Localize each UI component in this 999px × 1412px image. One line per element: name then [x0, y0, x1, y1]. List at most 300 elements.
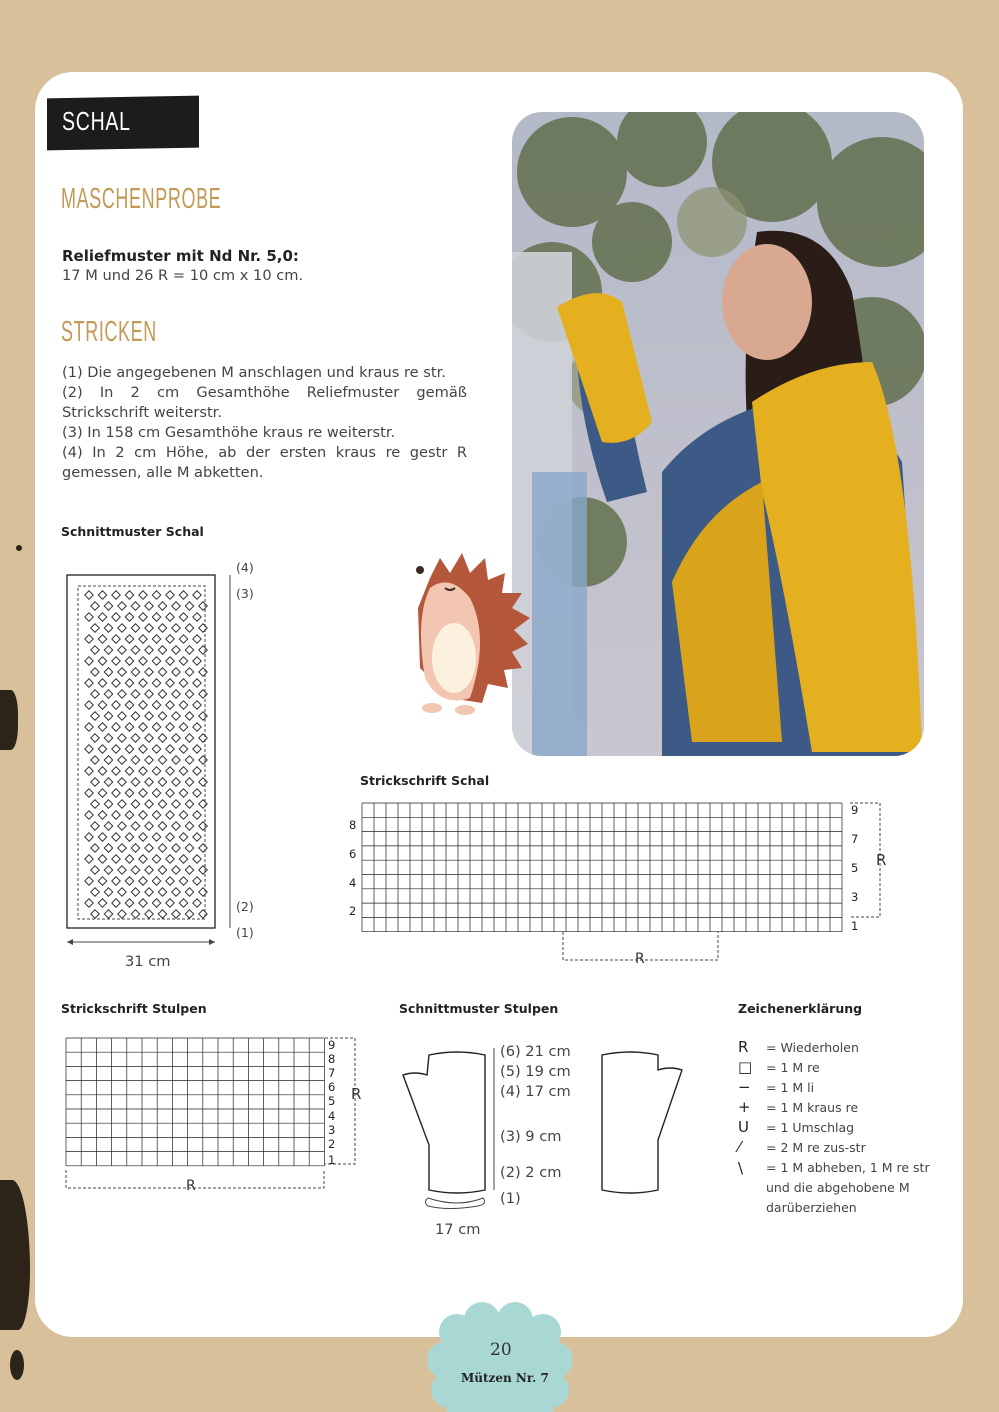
pattern-diamond	[125, 635, 133, 643]
pattern-diamond	[91, 690, 99, 698]
pattern-diamond	[185, 778, 193, 786]
pattern-diamond	[152, 877, 160, 885]
pattern-diamond	[199, 712, 207, 720]
pattern-diamond	[112, 679, 120, 687]
pattern-diamond	[112, 591, 120, 599]
pattern-diamond	[179, 767, 187, 775]
pattern-diamond	[166, 855, 174, 863]
pattern-diamond	[104, 866, 112, 874]
pattern-diamond	[98, 745, 106, 753]
legend-symbol: +	[738, 1098, 751, 1116]
cuff-label-6: (6) 21 cm	[500, 1043, 571, 1060]
pattern-diamond	[158, 756, 166, 764]
pattern-diamond	[179, 591, 187, 599]
pattern-diamond	[125, 613, 133, 621]
pattern-diamond	[131, 866, 139, 874]
knit-step: (1) Die angegebenen M anschlagen und kraus re str.	[62, 364, 446, 381]
pattern-diamond	[145, 844, 153, 852]
pattern-diamond	[152, 811, 160, 819]
pattern-diamond	[85, 855, 93, 863]
pattern-diamond	[85, 723, 93, 731]
pattern-diamond	[104, 910, 112, 918]
pattern-diamond	[185, 910, 193, 918]
pattern-diamond	[145, 756, 153, 764]
pattern-diamond	[131, 756, 139, 764]
pattern-diamond	[199, 668, 207, 676]
legend-item	[738, 1058, 820, 1076]
pattern-diamond	[85, 591, 93, 599]
pattern-diamond	[118, 822, 126, 830]
scarf-row-label: 4	[349, 876, 357, 890]
pattern-diamond	[98, 701, 106, 709]
cuff-width-label: 17 cm	[435, 1221, 481, 1238]
scarf-width-label: 31 cm	[125, 953, 171, 970]
pattern-diamond	[112, 767, 120, 775]
cuff-row-label: 3	[328, 1123, 336, 1137]
pattern-diamond	[125, 679, 133, 687]
pattern-diamond	[185, 888, 193, 896]
page-number: 20	[490, 1340, 512, 1360]
pattern-diamond	[118, 866, 126, 874]
scarf-row-label: 8	[349, 818, 357, 832]
pattern-diamond	[185, 646, 193, 654]
gauge-heading: MASCHENPROBE	[61, 183, 222, 215]
legend-symbol: −	[738, 1078, 751, 1096]
pattern-diamond	[118, 668, 126, 676]
pattern-diamond	[179, 811, 187, 819]
pattern-diamond	[199, 888, 207, 896]
pattern-diamond	[172, 822, 180, 830]
pattern-diamond	[145, 734, 153, 742]
pattern-diamond	[158, 602, 166, 610]
pattern-diamond	[91, 624, 99, 632]
pattern-diamond	[145, 690, 153, 698]
pattern-diamond	[152, 899, 160, 907]
pattern-diamond	[193, 723, 201, 731]
pattern-diamond	[166, 811, 174, 819]
pattern-diamond	[158, 668, 166, 676]
pattern-diamond	[125, 723, 133, 731]
cuff-chart-title: Strickschrift Stulpen	[61, 1001, 207, 1016]
legend-text: = Wiederholen	[766, 1040, 859, 1055]
pattern-diamond	[193, 591, 201, 599]
cuff-label-1: (1)	[500, 1190, 521, 1207]
scarf-pattern-title: Schnittmuster Schal	[61, 524, 204, 539]
knit-steps	[62, 363, 467, 483]
pattern-diamond	[145, 602, 153, 610]
pattern-diamond	[112, 723, 120, 731]
scarf-row-label: 1	[851, 919, 859, 933]
pattern-diamond	[85, 833, 93, 841]
pattern-diamond	[98, 723, 106, 731]
pattern-diamond	[199, 602, 207, 610]
pattern-diamond	[179, 723, 187, 731]
pattern-diamond	[139, 701, 147, 709]
legend-text: = 1 M re	[766, 1060, 820, 1075]
pattern-diamond	[172, 888, 180, 896]
pattern-diamond	[179, 745, 187, 753]
pattern-diamond	[199, 624, 207, 632]
pattern-diamond	[85, 767, 93, 775]
legend-item	[738, 1098, 858, 1116]
pattern-diamond	[185, 668, 193, 676]
pattern-diamond	[158, 778, 166, 786]
pattern-diamond	[193, 745, 201, 753]
pattern-diamond	[131, 668, 139, 676]
scarf-row-label: 7	[851, 832, 859, 846]
legend-text: = 1 Umschlag	[766, 1120, 855, 1135]
pattern-diamond	[193, 613, 201, 621]
pattern-diamond	[166, 877, 174, 885]
pattern-diamond	[112, 855, 120, 863]
pattern-diamond	[152, 679, 160, 687]
pattern-diamond	[145, 866, 153, 874]
pattern-diamond	[158, 888, 166, 896]
pattern-diamond	[172, 734, 180, 742]
pattern-diamond	[145, 910, 153, 918]
pattern-diamond	[112, 635, 120, 643]
pattern-diamond	[85, 899, 93, 907]
pattern-diamond	[139, 613, 147, 621]
legend-text: = 1 M abheben, 1 M re str und die abgehobene M darüberziehen	[766, 1160, 930, 1215]
pattern-diamond	[118, 778, 126, 786]
legend-symbol: \	[738, 1159, 744, 1177]
pattern-diamond	[85, 877, 93, 885]
ink-splatter	[10, 1350, 24, 1380]
pattern-diamond	[98, 855, 106, 863]
pattern-diamond	[125, 745, 133, 753]
pattern-diamond	[98, 877, 106, 885]
pattern-diamond	[185, 866, 193, 874]
pattern-diamond	[131, 602, 139, 610]
pattern-diamond	[199, 734, 207, 742]
pattern-diamond	[193, 679, 201, 687]
pattern-diamond	[145, 712, 153, 720]
legend-text: = 1 M li	[766, 1080, 815, 1095]
pattern-diamond	[91, 602, 99, 610]
legend-item	[738, 1078, 814, 1096]
pattern-diamond	[131, 844, 139, 852]
pattern-diamond	[145, 778, 153, 786]
pattern-diamond	[166, 657, 174, 665]
pattern-diamond	[98, 591, 106, 599]
legend-symbol: U	[738, 1118, 749, 1136]
pattern-diamond	[172, 624, 180, 632]
pattern-diamond	[179, 657, 187, 665]
pattern-diamond	[139, 635, 147, 643]
pattern-diamond	[131, 800, 139, 808]
pattern-diamond	[199, 822, 207, 830]
pattern-diamond	[172, 602, 180, 610]
pattern-diamond	[91, 910, 99, 918]
pattern-diamond	[91, 778, 99, 786]
pattern-diamond	[166, 745, 174, 753]
pattern-diamond	[91, 756, 99, 764]
knit-step: (4) In 2 cm Höhe, ab der ersten kraus re gestr R gemessen, alle M abketten.	[62, 444, 467, 481]
pattern-diamond	[193, 635, 201, 643]
cuff-label-4: (4) 17 cm	[500, 1083, 571, 1100]
pattern-diamond	[118, 910, 126, 918]
pattern-diamond	[145, 822, 153, 830]
ink-dot	[16, 545, 22, 551]
legend-item	[738, 1158, 953, 1218]
pattern-diamond	[118, 800, 126, 808]
pattern-diamond	[139, 789, 147, 797]
legend-item	[738, 1038, 859, 1056]
pattern-diamond	[179, 701, 187, 709]
pattern-diamond	[158, 844, 166, 852]
pattern-diamond	[172, 778, 180, 786]
pattern-diamond	[185, 690, 193, 698]
pattern-diamond	[185, 844, 193, 852]
pattern-diamond	[145, 624, 153, 632]
cuff-row-label: 4	[328, 1109, 336, 1123]
scarf-marker-4: (4)	[236, 560, 254, 575]
pattern-diamond	[185, 800, 193, 808]
pattern-diamond	[139, 591, 147, 599]
photo-illustration	[512, 112, 924, 756]
pattern-diamond	[158, 646, 166, 654]
pattern-diamond	[193, 811, 201, 819]
pattern-diamond	[139, 723, 147, 731]
pattern-diamond	[104, 668, 112, 676]
pattern-diamond	[98, 899, 106, 907]
pattern-diamond	[158, 800, 166, 808]
pattern-diamond	[158, 624, 166, 632]
pattern-diamond	[85, 811, 93, 819]
pattern-diamond	[118, 646, 126, 654]
pattern-diamond	[98, 833, 106, 841]
legend-title: Zeichenerklärung	[738, 1001, 863, 1016]
pattern-diamond	[193, 701, 201, 709]
pattern-diamond	[125, 811, 133, 819]
pattern-diamond	[172, 646, 180, 654]
pattern-diamond	[158, 690, 166, 698]
pattern-diamond	[166, 899, 174, 907]
pattern-diamond	[199, 690, 207, 698]
legend-item	[738, 1138, 866, 1156]
pattern-diamond	[98, 657, 106, 665]
pattern-diamond	[166, 679, 174, 687]
pattern-diamond	[152, 767, 160, 775]
pattern-diamond	[85, 701, 93, 709]
pattern-diamond	[118, 888, 126, 896]
pattern-diamond	[158, 734, 166, 742]
pattern-diamond	[131, 712, 139, 720]
scarf-row-label: 5	[851, 861, 859, 875]
pattern-diamond	[125, 877, 133, 885]
pattern-diamond	[112, 745, 120, 753]
pattern-diamond	[112, 811, 120, 819]
pattern-diamond	[91, 668, 99, 676]
pattern-diamond	[91, 646, 99, 654]
pattern-diamond	[179, 635, 187, 643]
pattern-diamond	[179, 877, 187, 885]
pattern-diamond	[131, 822, 139, 830]
pattern-diamond	[125, 591, 133, 599]
pattern-diamond	[125, 855, 133, 863]
scarf-chart-grid	[360, 800, 890, 970]
pattern-diamond	[91, 712, 99, 720]
pattern-diamond	[112, 833, 120, 841]
pattern-diamond	[98, 679, 106, 687]
pattern-diamond	[179, 899, 187, 907]
pattern-diamond	[166, 723, 174, 731]
pattern-diamond	[193, 899, 201, 907]
pattern-diamond	[152, 833, 160, 841]
pattern-diamond	[185, 734, 193, 742]
ink-splatter	[0, 690, 18, 750]
pattern-diamond	[139, 877, 147, 885]
pattern-diamond	[179, 855, 187, 863]
pattern-diamond	[172, 866, 180, 874]
scarf-marker-3: (3)	[236, 586, 254, 601]
scarf-row-label: 9	[851, 803, 859, 817]
scarf-pattern-diagram	[60, 560, 260, 980]
pattern-diamond	[172, 712, 180, 720]
pattern-diamond	[104, 624, 112, 632]
legend-symbol: ⁄	[738, 1138, 741, 1156]
pattern-diamond	[98, 789, 106, 797]
pattern-diamond	[125, 657, 133, 665]
pattern-diamond	[166, 789, 174, 797]
pattern-diamond	[118, 624, 126, 632]
cuff-label-2: (2) 2 cm	[500, 1164, 562, 1181]
legend-symbol: R	[738, 1038, 749, 1056]
knit-step: (2) In 2 cm Gesamthöhe Reliefmuster gemäß Strickschrift weiterstr.	[62, 384, 467, 421]
pattern-diamond	[185, 822, 193, 830]
hedgehog-illustration	[410, 548, 535, 718]
scarf-marker-2: (2)	[236, 899, 254, 914]
pattern-diamond	[152, 723, 160, 731]
pattern-diamond	[199, 800, 207, 808]
pattern-diamond	[158, 822, 166, 830]
pattern-diamond	[193, 767, 201, 775]
pattern-diamond	[118, 756, 126, 764]
pattern-diamond	[118, 844, 126, 852]
pattern-diamond	[193, 789, 201, 797]
cuff-repeat-bottom: R	[186, 1178, 196, 1194]
pattern-diamond	[104, 712, 112, 720]
pattern-diamond	[172, 800, 180, 808]
pattern-diamond	[139, 811, 147, 819]
pattern-diamond	[85, 679, 93, 687]
pattern-diamond	[104, 800, 112, 808]
ink-splatter	[0, 1180, 30, 1330]
pattern-diamond	[118, 712, 126, 720]
scarf-row-label: 6	[349, 847, 357, 861]
pattern-diamond	[166, 767, 174, 775]
pattern-diamond	[152, 635, 160, 643]
pattern-diamond	[125, 899, 133, 907]
pattern-diamond	[139, 745, 147, 753]
pattern-diamond	[185, 756, 193, 764]
legend-text: = 2 M re zus-str	[766, 1140, 866, 1155]
pattern-diamond	[152, 591, 160, 599]
pattern-diamond	[145, 888, 153, 896]
pattern-diamond	[166, 833, 174, 841]
scarf-row-label: 2	[349, 904, 357, 918]
cuff-row-label: 8	[328, 1052, 336, 1066]
pattern-diamond	[152, 745, 160, 753]
pattern-diamond	[179, 833, 187, 841]
pattern-diamond	[166, 613, 174, 621]
pattern-diamond	[91, 888, 99, 896]
model-photo	[512, 112, 924, 756]
pattern-diamond	[98, 635, 106, 643]
pattern-diamond	[139, 833, 147, 841]
pattern-diamond	[131, 888, 139, 896]
pattern-diamond	[193, 833, 201, 841]
pattern-diamond	[112, 789, 120, 797]
pattern-diamond	[152, 789, 160, 797]
pattern-diamond	[199, 910, 207, 918]
pattern-diamond	[112, 657, 120, 665]
scarf-repeat-bottom: R	[635, 951, 645, 967]
pattern-diamond	[172, 756, 180, 764]
pattern-diamond	[98, 811, 106, 819]
cuff-pattern-title: Schnittmuster Stulpen	[399, 1001, 559, 1016]
pattern-diamond	[166, 701, 174, 709]
pattern-diamond	[98, 613, 106, 621]
pattern-diamond	[85, 635, 93, 643]
pattern-diamond	[145, 800, 153, 808]
section-tag: SCHAL	[62, 106, 131, 136]
knit-heading: STRICKEN	[61, 316, 157, 348]
pattern-diamond	[199, 646, 207, 654]
pattern-diamond	[172, 690, 180, 698]
pattern-diamond	[199, 778, 207, 786]
scarf-chart-title: Strickschrift Schal	[360, 773, 490, 788]
pattern-diamond	[131, 734, 139, 742]
pattern-diamond	[139, 899, 147, 907]
pattern-diamond	[193, 855, 201, 863]
pattern-diamond	[199, 866, 207, 874]
gauge-text: 17 M und 26 R = 10 cm x 10 cm.	[62, 267, 304, 284]
pattern-diamond	[91, 800, 99, 808]
pattern-diamond	[104, 778, 112, 786]
pattern-diamond	[91, 822, 99, 830]
magazine-name: Mützen Nr. 7	[461, 1371, 549, 1385]
cuff-row-label: 9	[328, 1038, 336, 1052]
cuff-label-5: (5) 19 cm	[500, 1063, 571, 1080]
pattern-diamond	[158, 866, 166, 874]
pattern-diamond	[91, 734, 99, 742]
pattern-diamond	[152, 855, 160, 863]
pattern-diamond	[125, 833, 133, 841]
cuff-repeat-label: R	[351, 1085, 362, 1103]
pattern-diamond	[104, 844, 112, 852]
pattern-diamond	[152, 613, 160, 621]
pattern-diamond	[112, 899, 120, 907]
pattern-diamond	[139, 679, 147, 687]
cuff-row-label: 7	[328, 1066, 336, 1080]
scarf-repeat-label: R	[876, 851, 887, 869]
scarf-marker-1: (1)	[236, 925, 254, 940]
pattern-diamond	[139, 767, 147, 775]
cuff-row-label: 1	[328, 1153, 336, 1167]
pattern-diamond	[193, 657, 201, 665]
pattern-diamond	[131, 646, 139, 654]
pattern-diamond	[185, 712, 193, 720]
pattern-diamond	[179, 613, 187, 621]
pattern-diamond	[91, 844, 99, 852]
pattern-diamond	[139, 657, 147, 665]
cuff-row-label: 6	[328, 1080, 336, 1094]
pattern-diamond	[158, 712, 166, 720]
pattern-diamond	[85, 613, 93, 621]
cuff-label-3: (3) 9 cm	[500, 1128, 562, 1145]
